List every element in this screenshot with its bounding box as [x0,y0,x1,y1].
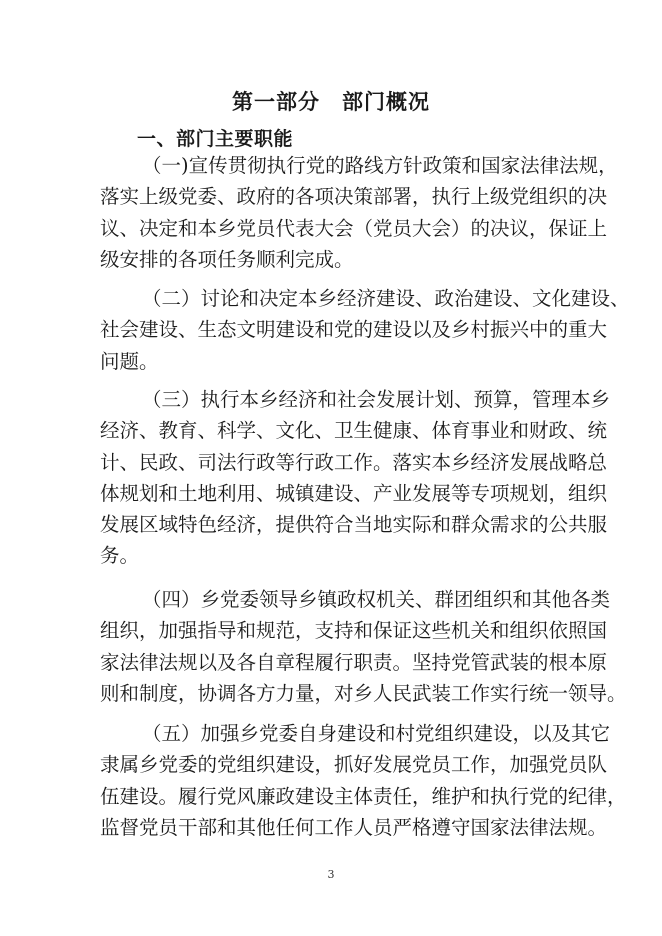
paragraph-line: 发展区域特色经济，提供符合当地实际和群众需求的公共服 [100,513,608,537]
paragraph-line: 问题。 [100,349,159,373]
paragraph-line: 体规划和土地利用、城镇建设、产业发展等专项规划，组织 [100,481,608,505]
paragraph-line: （二）讨论和决定本乡经济建设、政治建设、文化建设、 [142,287,630,310]
paragraph-1 [100,150,618,275]
paragraph-line: 落实上级党委、政府的各项决策部署，执行上级党组织的决 [100,185,608,209]
paragraph-line: 组织，加强指导和规范，支持和保证这些机关和组织依照国 [100,619,608,643]
paragraph-line: 隶属乡党委的党组织建设，抓好发展党员工作，加强党员队 [100,753,608,777]
paragraph-line: （三）执行本乡经济和社会发展计划、预算，管理本乡 [142,388,611,411]
paragraph-line: 监督党员干部和其他任何工作人员严格遵守国家法律法规。 [100,815,608,839]
paragraph-line: 家法律法规以及各自章程履行职责。坚持党管武装的根本原 [100,650,608,674]
paragraph-line: 社会建设、生态文明建设和党的建设以及乡村振兴中的重大 [100,318,608,342]
paragraph-line: 伍建设。履行党风廉政建设主体责任，维护和执行党的纪律， [100,784,627,808]
paragraph-line: （四）乡党委领导乡镇政权机关、群团组织和其他各类 [142,588,611,611]
paragraph-line: 级安排的各项任务顺利完成。 [100,247,354,271]
paragraph-4 [100,584,627,709]
page-title: 第一部分 部门概况 [232,90,430,114]
paragraph-2 [100,283,630,377]
paragraph-line: 则和制度，协调各方力量，对乡人民武装工作实行统一领导。 [100,681,627,705]
page-number: 3 [327,868,335,881]
paragraph-line: 务。 [100,544,140,568]
paragraph-5 [100,718,627,843]
paragraph-line: 经济、教育、科学、文化、卫生健康、体育事业和财政、统 [100,419,608,443]
paragraph-line: （一)宣传贯彻执行党的路线方针政策和国家法律法规， [142,154,618,177]
paragraph-line: 计、民政、司法行政等行政工作。落实本乡经济发展战略总 [100,450,608,474]
paragraph-3 [100,384,611,572]
paragraph-line: （五）加强乡党委自身建设和村党组织建设，以及其它 [142,722,611,745]
paragraph-line: 议、决定和本乡党员代表大会（党员大会）的决议，保证上 [100,216,608,240]
section-heading: 一、部门主要职能 [137,128,294,150]
